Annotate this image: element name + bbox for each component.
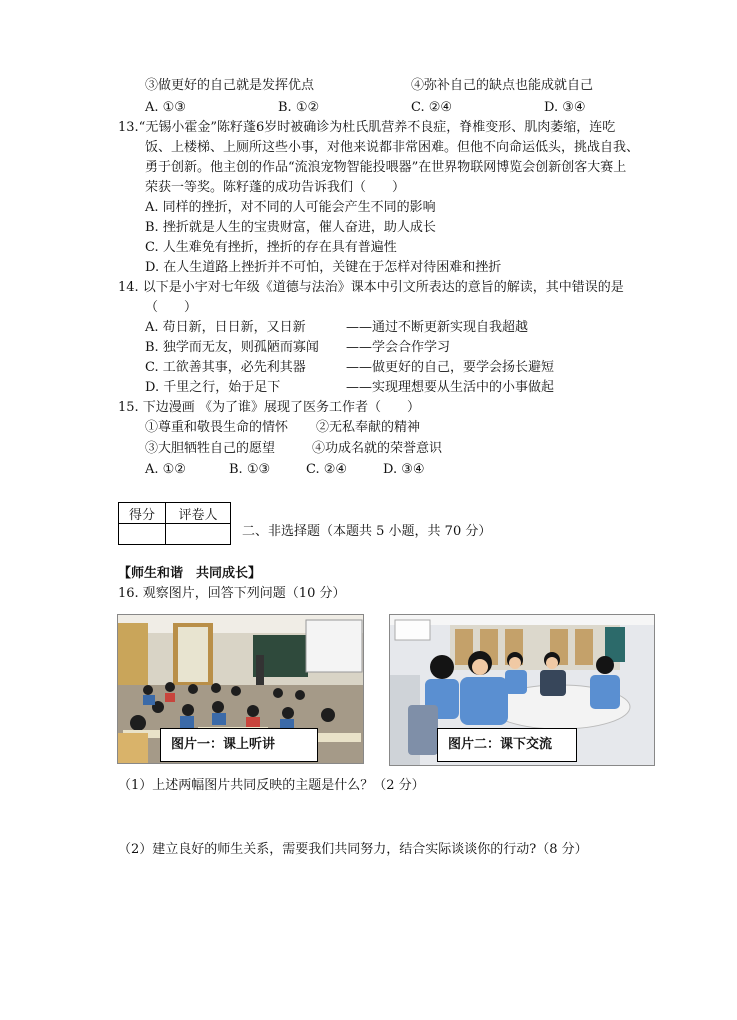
section-2-title: 二、非选择题（本题共 5 小题，共 70 分） bbox=[242, 524, 492, 539]
q12-statement-4: ④弥补自己的缺点也能成就自己 bbox=[411, 78, 594, 93]
q13-option-b: B. 挫折就是人生的宝贵财富，催人奋进，助人成长 bbox=[145, 220, 436, 235]
grader-label: 评卷人 bbox=[166, 503, 231, 524]
q16-stem: 16. 观察图片，回答下列问题（10 分） bbox=[118, 586, 346, 601]
grader-cell[interactable] bbox=[166, 524, 231, 545]
q13-stem-line-2: 饭、上楼梯、上厕所这些小事，对他来说都非常困难。但他不向命运低头，挑战自我、 bbox=[145, 140, 640, 155]
q15-statement-1: ①尊重和敬畏生命的情怀 bbox=[145, 420, 289, 435]
photo-1-caption: 图片一：课上听讲 bbox=[160, 728, 318, 762]
q16-sub-question-2: （2）建立良好的师生关系，需要我们共同努力，结合实际谈谈你的行动?（8 分） bbox=[118, 842, 588, 857]
q14-option-a-quote: A. 苟日新，日日新，又日新 bbox=[145, 320, 306, 335]
q13-stem-line-3: 勇于创新。他主创的作品“流浪宠物智能投喂器”在世界物联网博览会创新创客大赛上 bbox=[145, 160, 627, 175]
q14-option-c-meaning: ——做更好的自己，要学会扬长避短 bbox=[346, 360, 555, 375]
q14-option-b-meaning: ——学会合作学习 bbox=[346, 340, 451, 355]
score-table bbox=[118, 502, 231, 545]
q12-option-a: A. ①③ bbox=[145, 100, 186, 115]
q13-stem-line-4: 荣获一等奖。陈籽蓬的成功告诉我们（ ） bbox=[145, 180, 406, 195]
q15-statement-2: ②无私奉献的精神 bbox=[316, 420, 421, 435]
q15-stem: 15. 下边漫画 《为了谁》展现了医务工作者（ ） bbox=[118, 400, 420, 415]
q12-option-d: D. ③④ bbox=[544, 100, 586, 115]
q15-statement-4: ④功成名就的荣誉意识 bbox=[312, 441, 443, 456]
q12-statement-3: ③做更好的自己就是发挥优点 bbox=[145, 78, 315, 93]
q15-statement-3: ③大胆牺牲自己的愿望 bbox=[145, 441, 276, 456]
q14-stem-line-2: （ ） bbox=[145, 300, 198, 315]
score-cell[interactable] bbox=[119, 524, 166, 545]
q15-option-b: B. ①③ bbox=[229, 462, 271, 477]
q13-stem-line-1: 13.“无锡小霍金”陈籽蓬6岁时被确诊为杜氏肌营养不良症，脊椎变形、肌肉萎缩，连吃 bbox=[118, 120, 616, 135]
score-label: 得分 bbox=[119, 503, 166, 524]
q15-option-a: A. ①② bbox=[145, 462, 186, 477]
q15-option-d: D. ③④ bbox=[383, 462, 425, 477]
q14-option-c-quote: C. 工欲善其事，必先利其器 bbox=[145, 360, 306, 375]
q14-option-d-quote: D. 千里之行，始于足下 bbox=[145, 380, 281, 395]
q12-option-b: B. ①② bbox=[278, 100, 320, 115]
q14-stem-line-1: 14. 以下是小宇对七年级《道德与法治》课本中引文所表达的意旨的解读，其中错误的是 bbox=[118, 280, 624, 295]
q13-option-a: A. 同样的挫折，对不同的人可能会产生不同的影响 bbox=[145, 200, 436, 215]
q14-option-d-meaning: ——实现理想要从生活中的小事做起 bbox=[346, 380, 555, 395]
q13-option-d: D. 在人生道路上挫折并不可怕，关键在于怎样对待困难和挫折 bbox=[145, 260, 502, 275]
q16-sub-question-1: （1）上述两幅图片共同反映的主题是什么？（2 分） bbox=[118, 778, 425, 793]
q13-option-c: C. 人生难免有挫折，挫折的存在具有普遍性 bbox=[145, 240, 397, 255]
q14-option-b-quote: B. 独学而无友，则孤陋而寡闻 bbox=[145, 340, 319, 355]
q12-option-c: C. ②④ bbox=[411, 100, 453, 115]
photo-2-caption: 图片二：课下交流 bbox=[437, 728, 577, 762]
q14-option-a-meaning: ——通过不断更新实现自我超越 bbox=[346, 320, 529, 335]
q15-option-c: C. ②④ bbox=[306, 462, 348, 477]
topic-heading: 【师生和谐 共同成长】 bbox=[118, 566, 262, 581]
